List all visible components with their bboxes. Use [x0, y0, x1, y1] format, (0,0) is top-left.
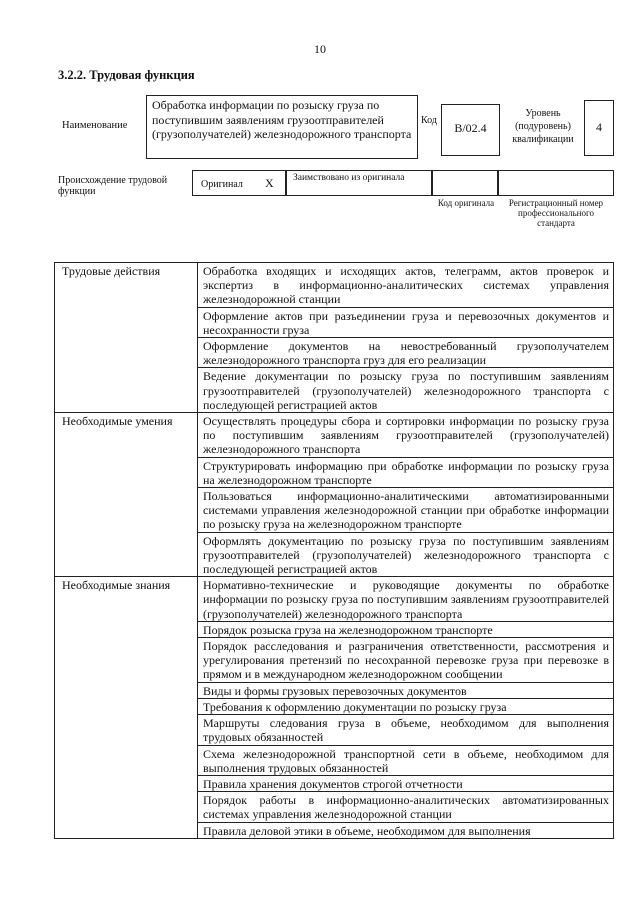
level-label: Уровень (подуровень) квалификации	[512, 108, 574, 145]
section-title: 3.2.2. Трудовая функция	[58, 68, 195, 82]
labor-function-table	[54, 262, 614, 839]
level-value: 4	[596, 120, 602, 134]
origin-label: Происхождение трудовой функции	[58, 175, 168, 197]
item-cell: Порядок работы в информационно-аналитических автоматизированных системах управления железнодорожной станции	[198, 792, 614, 822]
item-cell: Правила деловой этики в объеме, необходимом для выполнения	[198, 822, 614, 838]
category-cell: Необходимые умения	[55, 413, 198, 577]
original-label: Оригинал	[201, 179, 243, 190]
item-cell: Схема железнодорожной транспортной сети в объеме, необходимом для выполнения трудовых обязанностей	[198, 745, 614, 775]
item-cell: Структурировать информацию при обработке информации по розыску груза на железнодорожном транспорте	[198, 457, 614, 487]
item-cell: Оформление документов на невостребованный грузополучателем железнодорожного транспорта груз для его реализации	[198, 338, 614, 368]
page-number: 10	[314, 42, 326, 56]
level-box	[584, 100, 614, 156]
table-row	[55, 577, 614, 622]
reg-number-label: Регистрационный номер профессионального стандарта	[508, 198, 604, 228]
item-cell: Порядок розыска груза на железнодорожном транспорте	[198, 621, 614, 637]
item-cell: Осуществлять процедуры сбора и сортировки информации по розыску груза по поступившим заявлениям грузоотправителей (грузополучателей) железнодорожного транспорта	[198, 413, 614, 458]
origin-reg-box	[498, 170, 614, 196]
item-cell: Нормативно-технические и руководящие документы по обработке информации по розыску груза по поступившим заявлениям грузоотправителей (грузополучателей) железнодорожного транспорта	[198, 577, 614, 622]
origin-code-box	[432, 170, 498, 196]
item-cell: Правила хранения документов строгой отчетности	[198, 775, 614, 791]
item-cell: Обработка входящих и исходящих актов, телеграмм, актов проверок и экспертиз в информационно-аналитических системах управления железнодорожной станции	[198, 263, 614, 308]
code-label: Код	[421, 115, 437, 126]
item-cell: Маршруты следования груза в объеме, необходимом для выполнения трудовых обязанностей	[198, 715, 614, 745]
code-orig-label: Код оригинала	[437, 198, 495, 208]
name-label: Наименование	[62, 120, 128, 131]
item-cell: Оформление актов при разъединении груза и перевозочных документов и несохранности груза	[198, 307, 614, 337]
item-cell: Ведение документации по розыску груза по поступившим заявлениям грузоотправителей (грузополучателей) железнодорожного транспорта с последующей регистрацией актов	[198, 368, 614, 413]
item-cell: Виды и формы грузовых перевозочных документов	[198, 682, 614, 698]
category-cell: Трудовые действия	[55, 263, 198, 413]
table-row	[55, 413, 614, 458]
origin-borrowed-box	[286, 170, 432, 196]
item-cell: Требования к оформлению документации по розыску груза	[198, 698, 614, 714]
item-cell: Оформлять документацию по розыску груза по поступившим заявлениям грузоотправителей (грузополучателей) железнодорожного транспорта с последующей регистрацией актов	[198, 532, 614, 577]
item-cell: Пользоваться информационно-аналитическими автоматизированными системами управления железнодорожной станции при обработке информации по розыску груза на железнодорожном транспорте	[198, 488, 614, 533]
borrowed-label: Заимствовано из оригинала	[293, 173, 405, 183]
code-box	[441, 104, 500, 156]
original-mark: Х	[265, 176, 274, 190]
item-cell: Порядок расследования и разграничения ответственности, рассмотрения и урегулирования претензий по несохранной перевозке груза при перевозке в прямом и в международном железнодорожном сообщении	[198, 638, 614, 683]
table-row	[55, 263, 614, 308]
function-name: Обработка информации по розыску груза по поступившим заявлениям грузоотправителей (грузополучателей) железнодорожного транспорта	[152, 98, 412, 141]
code-value: В/02.4	[454, 121, 487, 135]
category-cell: Необходимые знания	[55, 577, 198, 838]
origin-original-box	[192, 170, 286, 196]
function-name-box	[146, 95, 418, 159]
